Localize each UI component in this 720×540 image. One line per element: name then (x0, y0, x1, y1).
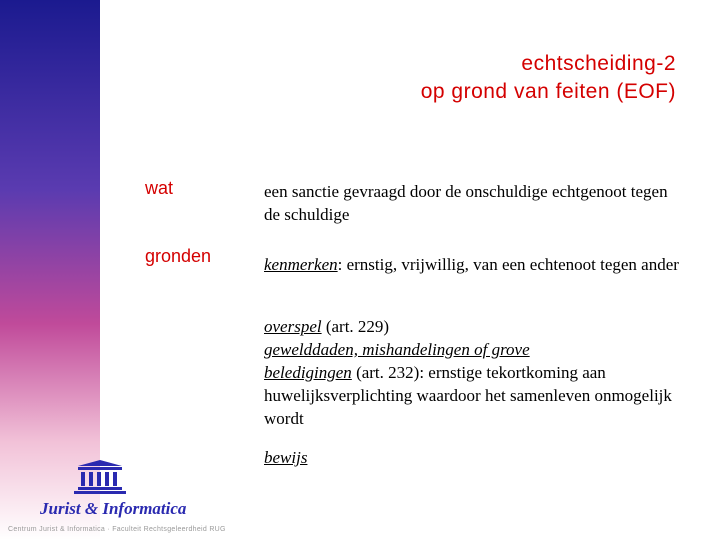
term-wat: wat (145, 178, 174, 198)
logo-text: Jurist & Informatica (40, 499, 187, 518)
bewijs-line (264, 446, 684, 469)
ground-overspel (264, 315, 684, 338)
grounds-list (264, 315, 684, 430)
overspel-label: overspel (264, 317, 322, 336)
kenmerken-text: : ernstig, vrijwillig, van een echtenoot tegen ander (337, 255, 679, 274)
title-line-1: echtscheiding-2 (521, 52, 676, 75)
ground-geweld (264, 338, 684, 430)
footer-text: Centrum Jurist & Informatica · Faculteit Rechtsgeleerdheid RUG (8, 526, 226, 533)
geweld-label-line2: beledigingen (264, 363, 352, 382)
title-line-2: op grond van feiten (EOF) (420, 80, 676, 103)
definition-wat: een sanctie gevraagd door de onschuldige echtgenoot tegen de schuldige (264, 182, 668, 224)
geweld-label-line1: gewelddaden, mishandelingen of grove (264, 340, 530, 359)
building-columns-icon (38, 458, 188, 530)
definition-kenmerken (264, 253, 684, 276)
overspel-text: (art. 229) (321, 317, 390, 336)
slide-title (421, 50, 676, 106)
jurist-informatica-logo (38, 458, 188, 530)
geweld-text: (art. 232): ernstige tekortkoming aan huwelijksverplichting waardoor het samenleven onmogelijk wordt (264, 363, 672, 428)
kenmerken-label: kenmerken (264, 255, 338, 274)
term-gronden: gronden (145, 246, 212, 266)
bewijs-label: bewijs (264, 448, 308, 467)
